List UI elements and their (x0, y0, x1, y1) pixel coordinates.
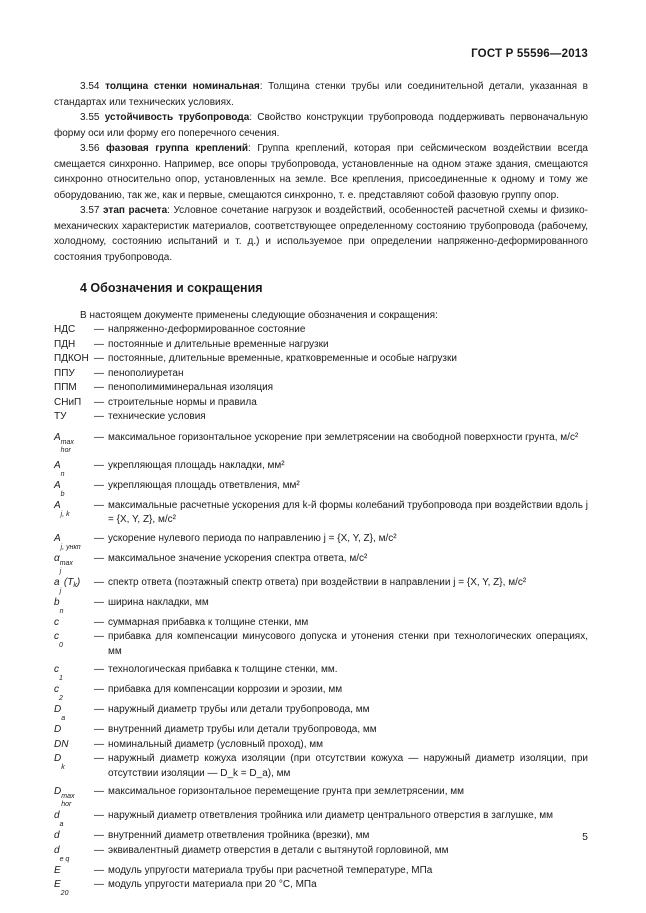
abbreviation-symbol: a j $(T_k)$ (54, 576, 81, 595)
abbreviation-symbol: α max j (54, 552, 73, 575)
abbreviation-row (54, 367, 588, 382)
dash-separator: — (94, 844, 104, 856)
abbreviation-symbol: E 20 (54, 879, 69, 897)
abbreviation-symbol: DN (54, 738, 69, 750)
dash-separator: — (94, 753, 104, 764)
abbreviation-row (54, 723, 588, 738)
abbreviation-row (54, 683, 588, 703)
abbreviation-text: максимальные расчетные ускорения для k-й формы колебаний трубопровода при воздействии вдоль j = {X, Y, Z}, м/с² (108, 499, 588, 525)
abbreviation-row (54, 630, 588, 659)
abbreviation-text: строительные нормы и правила (108, 396, 257, 408)
dash-separator: — (94, 704, 104, 715)
abbreviation-text: постоянные и длительные временные нагрузки (108, 338, 329, 350)
abbreviation-row (54, 552, 588, 576)
abbreviation-symbol: c (54, 616, 59, 628)
abbreviation-row (54, 829, 588, 844)
abbreviation-row (54, 785, 588, 809)
dash-separator: — (94, 382, 104, 393)
abbreviation-text: пенополимиминеральная изоляция (108, 382, 274, 393)
abbreviation-symbol: СНиП (54, 396, 82, 408)
abbreviation-text: прибавка для компенсации коррозии и эрозии, мм (108, 684, 343, 695)
abbreviation-symbol: E (54, 864, 61, 876)
abbreviation-symbol: d (54, 830, 60, 841)
abbreviation-symbol: D k (54, 753, 65, 771)
abbreviation-row (54, 752, 588, 781)
abbreviation-text: наружный диаметр трубы или детали трубопровода, мм (108, 704, 370, 715)
abbreviation-text: прибавка для компенсации минусового допуска и утонения стенки при технологических операциях, мм (108, 631, 588, 657)
abbreviation-symbol: A j, k (54, 499, 70, 518)
dash-separator: — (94, 664, 104, 675)
section-title: 4 Обозначения и сокращения (80, 281, 263, 295)
abbreviation-text: наружный диаметр кожуха изоляции (при отсутствии кожуха — наружный диаметр изоляции, при отсутствии изоляции — D_k = D_a), мм (108, 753, 588, 779)
dash-separator: — (94, 479, 104, 491)
dash-separator: — (94, 532, 104, 544)
dash-separator: — (94, 499, 104, 511)
dash-separator: — (94, 810, 104, 821)
abbreviation-symbol: ППУ (54, 367, 75, 379)
abbreviation-text: напряженно-деформированное состояние (108, 324, 306, 335)
abbreviation-text: технические условия (108, 411, 206, 422)
abbreviation-row (54, 576, 588, 596)
abbreviation-symbol: A j, ункп (54, 532, 81, 551)
dash-separator: — (94, 879, 104, 890)
dash-separator: — (94, 338, 104, 350)
dash-separator: — (94, 738, 104, 750)
abbreviation-row (54, 381, 588, 396)
dash-separator: — (94, 367, 104, 379)
abbreviation-symbol: ПДН (54, 338, 76, 350)
abbreviation-row (54, 338, 588, 353)
page-number: 5 (582, 831, 588, 843)
abbreviation-symbol: c 2 (54, 684, 63, 702)
abbreviation-text: наружный диаметр ответвления тройника или диаметр центрального отверстия в заглушке, мм (108, 810, 554, 821)
definition-3-57: 3.57 этап расчета: Условное сочетание нагрузок и воздействий, особенностей расчетной схемы и физико-механических характеристик материалов, соответствующее определенному состоянию трубопровода (рабочему, холодному, состоянию испытаний и т. д.) и используемое при определении напряженно-деформированного состояния трубопровода. (54, 205, 588, 263)
abbreviation-symbol: НДС (54, 324, 76, 335)
dash-separator: — (94, 786, 104, 797)
abbreviation-text: модуль упругости материала при 20 °С, МПа (108, 879, 317, 890)
dash-separator: — (94, 631, 104, 642)
abbreviation-text: технологическая прибавка к толщине стенки, мм. (108, 664, 338, 675)
abbreviation-row (54, 431, 588, 455)
abbreviation-text: укрепляющая площадь накладки, мм² (108, 459, 285, 471)
abbreviation-symbol: c 1 (54, 664, 63, 682)
abbreviation-symbol: D a (54, 704, 66, 722)
abbreviation-symbol: D max hor (54, 786, 75, 808)
abbreviation-text: внутренний диаметр трубы или детали трубопровода, мм (108, 724, 377, 735)
abbreviation-symbol: ППМ (54, 382, 77, 393)
abbreviation-symbol: d e q (54, 844, 70, 863)
abbreviation-text: ускорение нулевого периода по направлению j = {X, Y, Z}, м/с² (108, 532, 397, 544)
document-code: ГОСТ Р 55596—2013 (471, 48, 588, 60)
abbreviation-row (54, 864, 588, 879)
abbreviation-text: ширина накладки, мм (108, 596, 209, 608)
dash-separator: — (94, 576, 104, 588)
definition-3-56: 3.56 фазовая группа креплений: Группа креплений, которая при сейсмическом воздействии всегда смещается синхронно. Например, все опоры трубопровода, установленные на одном этаже здания, смещаются синхронно относительно опор, установленных на земле. Все крепления, присоединенные к одному и тому же оборудованию, так же, как и первые, смещаются синхронно, т. е. представляют собой фазовую группу опор. (54, 143, 588, 201)
abbreviation-row (54, 703, 588, 723)
abbreviation-symbol: ПДКОН (54, 353, 89, 364)
abbreviation-text: эквивалентный диаметр отверстия в детали с вытянутой горловиной, мм (108, 844, 449, 856)
abbreviation-text: номинальный диаметр (условный проход), мм (108, 738, 323, 750)
dash-separator: — (94, 431, 104, 443)
abbreviation-text: спектр ответа (поэтажный спектр ответа) при воздействии в направлении j = {X, Y, Z}, м/с² (108, 576, 527, 588)
abbreviation-symbol: A max hor (54, 431, 74, 454)
abbreviation-row (54, 323, 588, 338)
abbreviation-text: максимальное значение ускорения спектра ответа, м/с² (108, 552, 368, 564)
abbreviation-row (54, 663, 588, 683)
section-intro: В настоящем документе применены следующие обозначения и сокращения: (80, 310, 438, 321)
dash-separator: — (94, 616, 104, 628)
abbreviation-row (54, 738, 588, 753)
abbreviation-symbol: d a (54, 810, 64, 828)
abbreviation-symbol: b n (54, 596, 64, 615)
abbreviation-text: максимальное горизонтальное перемещение грунта при землетрясении, мм (108, 786, 465, 797)
abbreviation-row (54, 499, 588, 528)
abbreviation-row (54, 396, 588, 411)
abbreviation-text: укрепляющая площадь ответвления, мм² (108, 479, 300, 491)
abbreviation-row (54, 596, 588, 616)
abbreviation-row (54, 616, 588, 631)
abbreviation-text: постоянные, длительные временные, кратковременные и особые нагрузки (108, 353, 457, 364)
dash-separator: — (94, 596, 104, 608)
dash-separator: — (94, 324, 104, 335)
abbreviation-row (54, 878, 588, 898)
definition-3-54: 3.54 толщина стенки номинальная: Толщина стенки трубы или соединительной детали, указанная в стандартах или технических условиях. (54, 81, 588, 108)
abbreviation-symbol: ТУ (54, 411, 67, 422)
abbreviation-row (54, 809, 588, 829)
abbreviation-row (54, 532, 588, 552)
dash-separator: — (94, 864, 104, 876)
abbreviation-row (54, 479, 588, 499)
abbreviation-text: пенополиуретан (108, 367, 184, 379)
dash-separator: — (94, 411, 104, 422)
abbreviation-row (54, 352, 588, 367)
dash-separator: — (94, 353, 104, 364)
abbreviation-text: модуль упругости материала трубы при расчетной температуре, МПа (108, 864, 433, 876)
abbreviation-text: суммарная прибавка к толщине стенки, мм (108, 616, 309, 628)
abbreviation-symbol: A b (54, 479, 65, 498)
definitions-list (54, 79, 588, 265)
dash-separator: — (94, 459, 104, 471)
abbreviation-row (54, 459, 588, 479)
abbreviation-symbol: c 0 (54, 631, 63, 649)
abbreviation-row (54, 410, 588, 425)
abbreviation-symbol: D (54, 724, 62, 735)
abbreviation-row (54, 844, 588, 864)
definition-3-55: 3.55 устойчивость трубопровода: Свойство конструкции трубопровода поддерживать первоначальную форму оси или форму его поперечного сечения. (54, 112, 589, 139)
abbreviation-symbol: A n (54, 459, 65, 478)
dash-separator: — (94, 724, 104, 735)
abbreviations-list (54, 323, 588, 898)
dash-separator: — (94, 396, 104, 408)
abbreviation-text: максимальное горизонтальное ускорение при землетрясении на свободной поверхности грунта, м/с² (108, 431, 579, 443)
dash-separator: — (94, 684, 104, 695)
abbreviation-text: внутренний диаметр ответвления тройника (врезки), мм (108, 830, 370, 841)
dash-separator: — (94, 552, 104, 564)
dash-separator: — (94, 830, 104, 841)
